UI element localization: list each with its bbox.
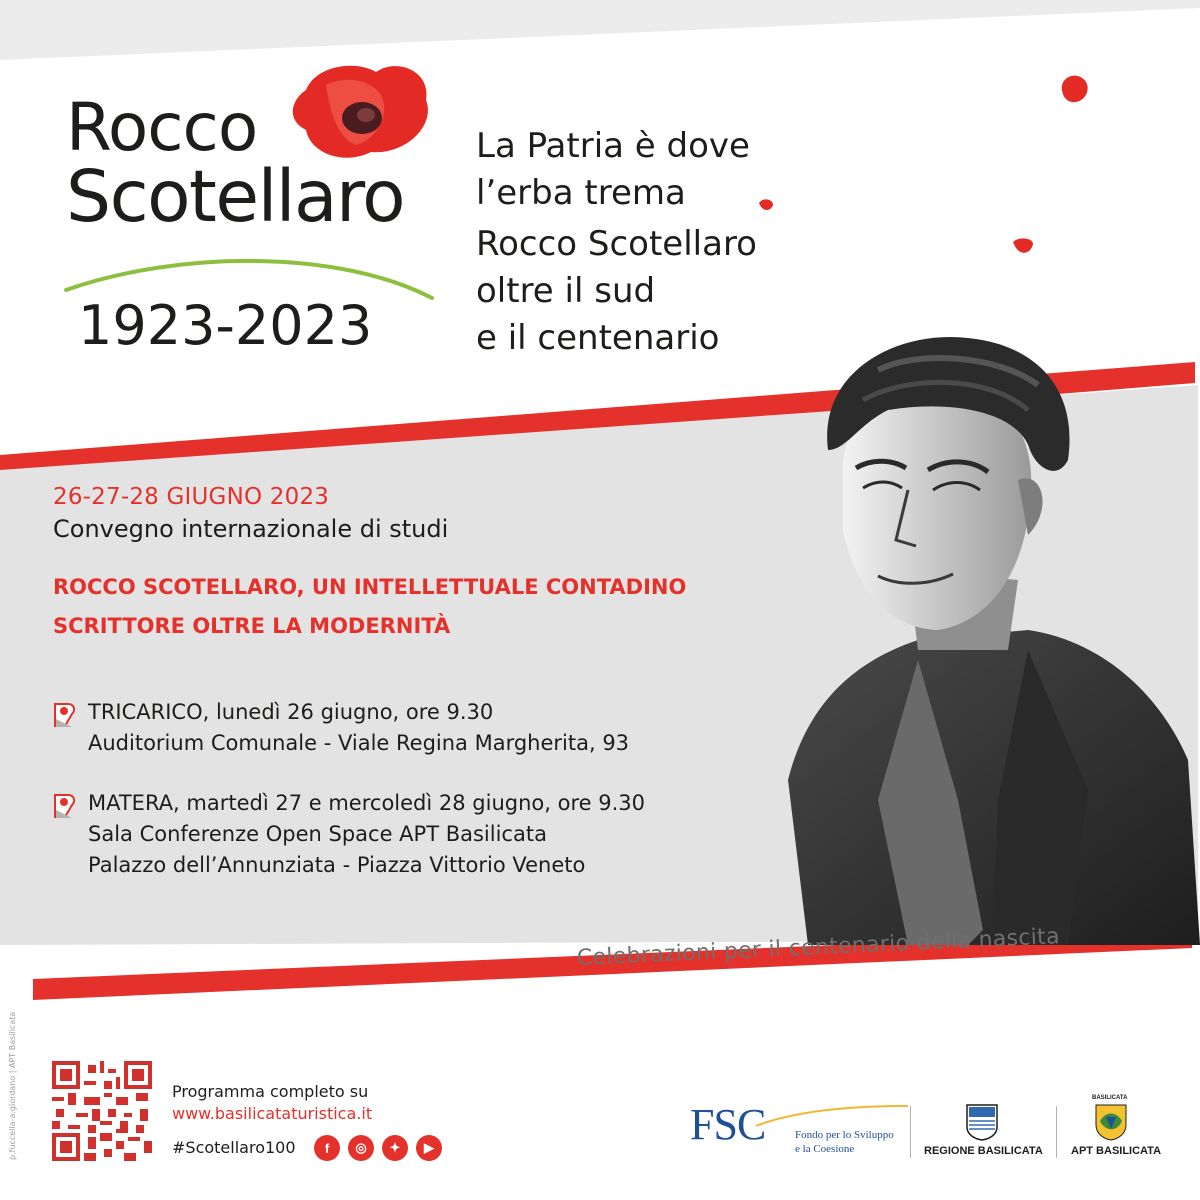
logo-years: 1923-2023 bbox=[78, 294, 373, 357]
portrait-illustration bbox=[768, 330, 1200, 945]
venue-address: Auditorium Comunale - Viale Regina Margherita, 93 bbox=[88, 731, 630, 755]
logo-title bbox=[66, 89, 405, 238]
location-pin-icon bbox=[52, 792, 78, 820]
venue-matera bbox=[52, 788, 812, 881]
qr-code[interactable] bbox=[52, 1061, 152, 1161]
headline-line: SCRITTORE OLTRE LA MODERNITÀ bbox=[53, 614, 451, 638]
youtube-icon[interactable]: ▶ bbox=[416, 1135, 442, 1161]
fsc-subtitle-line: e la Coesione bbox=[795, 1143, 855, 1155]
venue-address: Palazzo dell’Annunziata - Piazza Vittorio Veneto bbox=[88, 853, 586, 877]
motto-line: La Patria è dove bbox=[476, 126, 750, 166]
fsc-swoosh-icon bbox=[752, 1100, 912, 1130]
venue-heading: MATERA, martedì 27 e mercoledì 28 giugno, ore 9.30 bbox=[88, 791, 645, 815]
motto-line: oltre il sud bbox=[476, 271, 656, 311]
motto-line: Rocco Scotellaro bbox=[476, 224, 757, 264]
program-label: Programma completo su bbox=[172, 1082, 369, 1101]
regione-label: REGIONE BASILICATA bbox=[924, 1145, 1043, 1157]
divider bbox=[1056, 1106, 1057, 1158]
event-dates: 26-27-28 GIUGNO 2023 bbox=[53, 484, 330, 510]
fsc-logo: FSC bbox=[690, 1100, 766, 1149]
hashtag: #Scotellaro100 bbox=[172, 1138, 296, 1157]
petal-icon bbox=[1058, 72, 1092, 104]
location-pin-icon bbox=[52, 701, 78, 729]
petal-icon bbox=[757, 197, 775, 213]
venue-heading: TRICARICO, lunedì 26 giugno, ore 9.30 bbox=[88, 700, 494, 724]
motto-line: e il centenario bbox=[476, 318, 720, 358]
venue-tricarico bbox=[52, 697, 812, 759]
logo-title-first: Rocco bbox=[66, 89, 258, 166]
divider bbox=[910, 1106, 911, 1158]
regione-shield-icon bbox=[965, 1103, 999, 1141]
apt-crest-text: BASILICATA bbox=[1092, 1095, 1128, 1101]
apt-crest-icon bbox=[1094, 1101, 1128, 1141]
green-arc bbox=[60, 250, 440, 300]
facebook-icon[interactable]: f bbox=[314, 1135, 340, 1161]
celebration-caption: Celebrazioni per il centenario della nascita bbox=[576, 924, 1061, 971]
website-link[interactable]: www.basilicataturistica.it bbox=[172, 1104, 373, 1123]
motto-line: l’erba trema bbox=[476, 173, 686, 213]
motto bbox=[476, 123, 757, 362]
headline-line: ROCCO SCOTELLARO, UN INTELLETTUALE CONTADINO bbox=[53, 575, 687, 599]
credit-text: p.fuccella-a.giordano | APT Basilicata bbox=[8, 1011, 17, 1160]
twitter-icon[interactable]: ✦ bbox=[382, 1135, 408, 1161]
petal-icon bbox=[1011, 236, 1035, 258]
event-headline bbox=[53, 568, 813, 646]
event-info bbox=[53, 482, 813, 646]
event-type: Convegno internazionale di studi bbox=[53, 515, 449, 543]
fsc-subtitle bbox=[795, 1128, 894, 1156]
instagram-icon[interactable]: ◎ bbox=[348, 1135, 374, 1161]
social-links bbox=[314, 1135, 442, 1161]
logo-title-last: Scotellaro bbox=[66, 155, 405, 238]
venue-address: Sala Conferenze Open Space APT Basilicata bbox=[88, 822, 547, 846]
fsc-subtitle-line: Fondo per lo Sviluppo bbox=[795, 1129, 894, 1141]
apt-label: APT BASILICATA bbox=[1071, 1145, 1162, 1157]
